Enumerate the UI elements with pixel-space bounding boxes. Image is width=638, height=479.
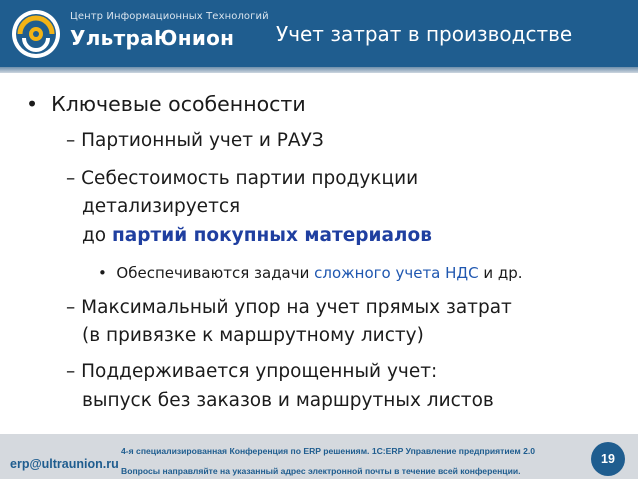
- bullet-continuation: [82, 225, 432, 246]
- bullet-level2: [66, 297, 512, 318]
- dash-marker: –: [66, 130, 76, 151]
- bullet-level2: [66, 130, 324, 151]
- bullet-level2: [66, 168, 418, 189]
- highlight-text: партий покупных материалов: [112, 225, 432, 246]
- bullet-text: Партионный учет и РАУЗ: [81, 130, 324, 151]
- footer-conference-text: 4-я специализированная Конференция по ERP решениям. 1С:ERP Управление предприятием 2.0: [121, 446, 536, 456]
- bullet-text: Себестоимость партии продукции: [81, 168, 419, 189]
- slide-title: Учет затрат в производстве: [276, 22, 573, 46]
- bullet-text: Поддерживается упрощенный учет:: [81, 361, 438, 382]
- bullet-marker: •: [26, 92, 39, 116]
- bullet-text: Ключевые особенности: [51, 92, 306, 116]
- ultraunion-logo-icon: [10, 8, 62, 60]
- brand-subtitle: Центр Информационных Технологий: [70, 11, 269, 22]
- bullet-level2: [66, 361, 437, 382]
- bullet-level1: [26, 92, 306, 116]
- suffix-text: и др.: [478, 264, 523, 282]
- brand-name: УльтраЮнион: [70, 26, 235, 50]
- highlight-text: сложного учета НДС: [314, 264, 479, 282]
- bullet-level3: [98, 264, 523, 282]
- prefix-text: до: [82, 225, 112, 246]
- page-number-badge: 19: [591, 442, 625, 476]
- dash-marker: –: [66, 168, 76, 189]
- bullet-continuation: выпуск без заказов и маршрутных листов: [82, 390, 494, 411]
- bullet-continuation: (в привязке к маршрутному листу): [82, 325, 424, 346]
- bullet-continuation: детализируется: [82, 196, 241, 217]
- dash-marker: –: [66, 297, 76, 318]
- bullet-text: Максимальный упор на учет прямых затрат: [81, 297, 512, 318]
- footer-note-text: Вопросы направляйте на указанный адрес электронной почты в течение всей конференции.: [121, 466, 521, 476]
- bullet-marker: •: [98, 264, 107, 282]
- prefix-text: Обеспечиваются задачи: [116, 264, 315, 282]
- header-divider: [0, 67, 638, 73]
- dash-marker: –: [66, 361, 76, 382]
- footer-email-link[interactable]: erp@ultraunion.ru: [10, 457, 119, 471]
- slide-header: [0, 0, 638, 67]
